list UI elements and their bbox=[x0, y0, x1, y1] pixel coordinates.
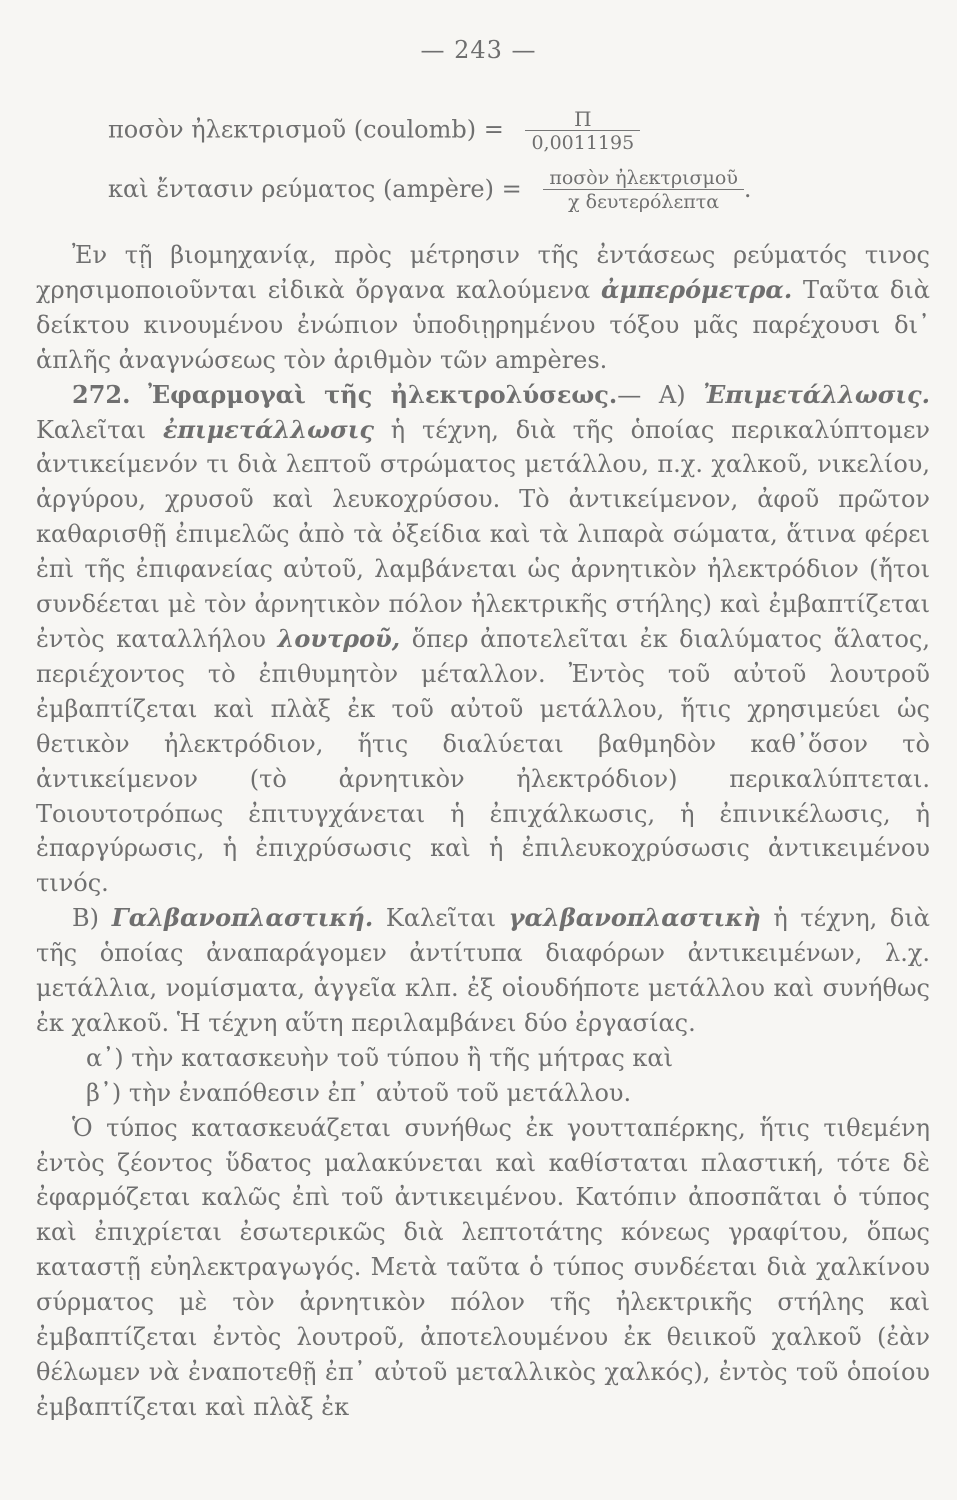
term-electroplating: ἐπιμετάλλωσις bbox=[162, 414, 374, 444]
subsection-label: — Α) bbox=[617, 380, 686, 409]
list-item: α᾽) τὴν κατασκευὴν τοῦ τύπου ἢ τῆς μήτρας καὶ bbox=[86, 1043, 674, 1072]
fraction bbox=[525, 108, 640, 154]
term-ammeters: ἀμπερόμετρα. bbox=[600, 274, 793, 304]
coulomb-formula bbox=[108, 108, 640, 154]
paragraph-text: ἡ τέχνη, διὰ τῆς ὁποίας περικαλύπτομεν ἀντικείμενόν τι διὰ λεπτοῦ στρώματος μετάλλου, π.χ. χαλκοῦ, νικελίου, ἀργύρου, χρυσοῦ καὶ λευκοχρύσου. Τὸ ἀντικείμενον, ἀφοῦ πρῶτον καθαρισθῇ ἐπιμελῶς ἀπὸ τὰ ὀξείδια καὶ τὰ λιπαρὰ σώματα, ἅτινα φέρει ἐπὶ τῆς ἐπιφανείας αὐτοῦ, λαμβάνεται ὡς ἀρνητικὸν ἠλεκτρόδιον (ἤτοι συνδέεται μὲ τὸν ἀρνητικὸν πόλον ἠλεκτρικῆς στήλης) καὶ ἐμβαπτίζεται ἐντὸς καταλλήλου bbox=[36, 415, 931, 653]
subsection-label: Β) bbox=[72, 904, 99, 933]
paragraph-text: Καλεῖται bbox=[36, 415, 147, 444]
section-number: 272. bbox=[72, 379, 131, 409]
paragraph-text: Ταῦτα διὰ δείκτου κινουμένου ἐνώπιον ὑποδιῃρημένου τόξου μᾶς παρέχουσι δι᾽ ἁπλῆς ἀναγνώσεως τὸν ἀριθμὸν τῶν ampères. bbox=[36, 275, 930, 374]
page-number: — 243 — bbox=[420, 36, 537, 64]
formula-left-text: ποσὸν ἠλεκτρισμοῦ (coulomb) = bbox=[108, 115, 504, 144]
section-title: Ἐφαρμογαὶ τῆς ἠλεκτρολύσεως. bbox=[148, 379, 618, 409]
paragraph-text: Ἐν τῇ βιομηχανίᾳ, πρὸς μέτρησιν τῆς ἐντάσεως ρεύματός τινος χρησιμοποιοῦνται εἰδικὰ ὄργανα καλούμενα bbox=[36, 241, 930, 304]
paragraph-text: ὅπερ ἀποτελεῖται ἐκ διαλύματος ἅλατος, περιέχοντος τὸ ἐπιθυμητὸν μέταλλον. Ἐντὸς τοῦ αὐτοῦ λουτροῦ ἐμβαπτίζεται καὶ πλὰξ ἐκ τοῦ αὐτοῦ μετάλλου, ἥτις χρησιμεύει ὡς θετικὸν ἠλεκτρόδιον, ἥτις διαλύεται βαθμηδὸν καθ᾽ὅσον τὸ ἀντικείμενον (τὸ ἀρνητικὸν ἠλεκτρόδιον) περικαλύπτεται. Τοιουτοτρόπως ἐπιτυγχάνεται ἡ ἐπιχάλκωσις, ἡ ἐπινικέλωσις, ἡ ἐπαργύρωσις, ἡ ἐπιχρύσωσις καὶ ἡ ἐπιλευκοχρύσωσις ἀντικειμένου τινός. bbox=[36, 624, 930, 898]
section-272 bbox=[36, 378, 930, 902]
list-item: β᾽) τὴν ἐναπόθεσιν ἐπ᾽ αὐτοῦ τοῦ μετάλλου. bbox=[86, 1078, 632, 1107]
paragraph-mold: Ὁ τύπος κατασκευάζεται συνήθως ἐκ γουτταπέρκης, ἥτις τιθεμένη ἐντὸς ζέοντος ὕδατος μαλακύνεται καὶ καθίσταται πλαστική, τότε δὲ ἐφαρμόζεται καλῶς ἐπὶ τοῦ ἀντικειμένου. Κατόπιν ἀποσπᾶται ὁ τύπος καὶ ἐπιχρίεται ἐσωτερικῶς διὰ λεπτοτάτης κόνεως γραφίτου, ὅπως καταστῇ εὐηλεκτραγωγός. Μετὰ ταῦτα ὁ τύπος συνδέεται διὰ χαλκίνου σύρματος μὲ τὸν ἀρνητικὸν πόλον τῆς ἠλεκτρικῆς στήλης καὶ ἐμβαπτίζεται ἐντὸς λουτροῦ, ἀποτελουμένου ἐκ θειικοῦ χαλκοῦ (ἐὰν θέλωμεν νὰ ἐναποτεθῇ ἐπ᾽ αὐτοῦ μεταλλικὸς χαλκός), ἐντὸς τοῦ ὁποίου ἐμβαπτίζεται καὶ πλὰξ ἐκ bbox=[36, 1113, 930, 1421]
term-bath: λουτροῦ, bbox=[277, 623, 401, 653]
paragraph-ammeters bbox=[36, 238, 930, 378]
term-electroforming: γαλβανοπλαστικὴ bbox=[508, 903, 761, 933]
ampere-formula bbox=[108, 168, 752, 213]
subsection-title: Γαλβανοπλαστική. bbox=[111, 903, 374, 933]
paragraph-text: Καλεῖται bbox=[385, 904, 496, 933]
formula-left-text: καὶ ἔντασιν ρεύματος (ampère) = bbox=[108, 174, 522, 203]
fraction-denominator: χ δευτερόλεπτα bbox=[543, 189, 744, 213]
fraction bbox=[543, 168, 744, 213]
fraction-numerator: ποσὸν ἠλεκτρισμοῦ bbox=[549, 167, 738, 189]
subsection-title: Ἐπιμετάλλωσις. bbox=[703, 379, 930, 409]
paragraph-text: ἡ τέχνη, διὰ τῆς ὁποίας ἀναπαράγομεν ἀντίτυπα διαφόρων ἀντικειμένων, λ.χ. μετάλλια, νομίσματα, ἀγγεῖα κλπ. ἐξ οἱουδήποτε μετάλλου καὶ συνήθως ἐκ χαλκοῦ. Ἡ τέχνη αὕτη περιλαμβάνει δύο ἐργασίας. bbox=[36, 904, 930, 1037]
subsection-b bbox=[36, 901, 930, 1041]
fraction-numerator: Π bbox=[574, 107, 592, 131]
body-text bbox=[36, 238, 930, 1425]
fraction-denominator: 0,0011195 bbox=[525, 130, 640, 154]
formula-period: . bbox=[743, 174, 752, 203]
